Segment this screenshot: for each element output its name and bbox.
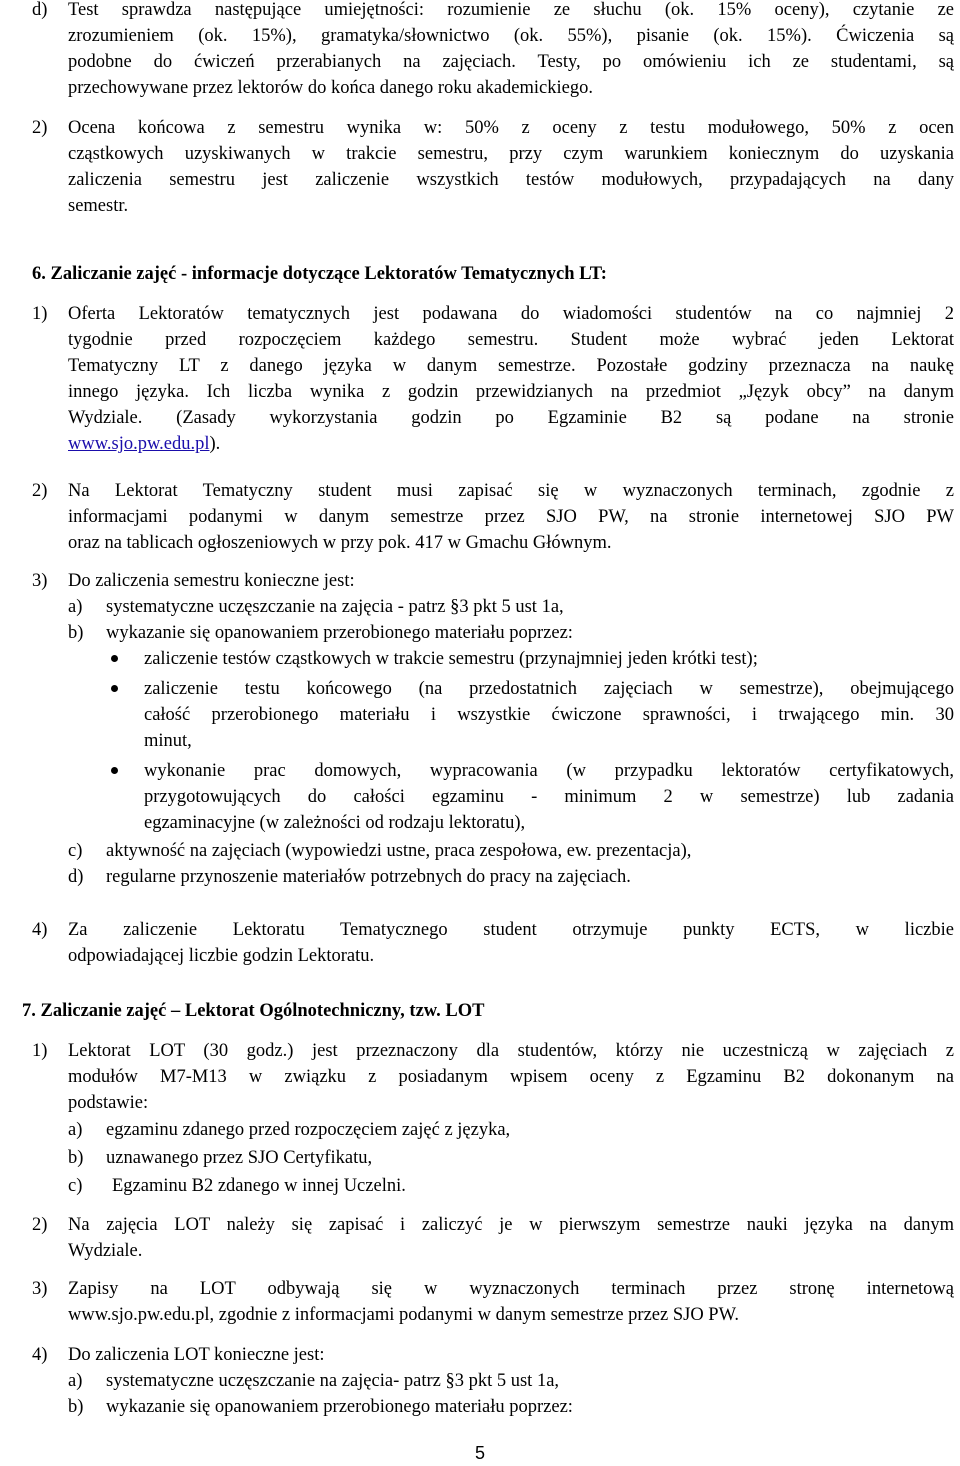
text-line: egzaminacyjne (w zależności od rodzaju lektoratu), [144, 813, 526, 833]
list-marker: a) [68, 597, 83, 617]
page-number: 5 [474, 1443, 485, 1463]
text-line: przechowywane przez lektorów do końca danego roku akademickiego. [68, 78, 593, 98]
text-line: zrozumieniem (ok. 15%), gramatyka/słownictwo (ok. 55%), pisanie (ok. 15%). Ćwiczenia są [68, 26, 954, 46]
bullet-icon [111, 655, 118, 662]
list-marker: b) [68, 623, 84, 643]
text-line: innego języka. Ich liczba wynika z godzin przewidzianych na przedmiot „Język obcy” na danym [68, 382, 954, 402]
link-suffix: ). [209, 434, 221, 454]
bullet-icon [111, 767, 118, 774]
text-line: Za zaliczenie Lektoratu Tematycznego student otrzymuje punkty ECTS, w liczbie [68, 920, 954, 940]
text-line: Wydziale. (Zasady wykorzystania godzin po Egzaminie B2 są podane na stronie [68, 408, 954, 428]
list-marker: 1) [32, 1041, 48, 1061]
text-line: zaliczenie testów cząstkowych w trakcie semestru (przynajmniej jeden krótki test); [144, 649, 758, 669]
list-marker: 4) [32, 1345, 48, 1365]
list-marker: a) [68, 1371, 83, 1391]
text-line: podstawie: [68, 1093, 149, 1113]
text-line: Do zaliczenia LOT konieczne jest: [68, 1345, 325, 1365]
text-line: informacjami podanymi w danym semestrze przez SJO PW, na stronie internetowej SJO PW [68, 507, 954, 527]
list-marker: a) [68, 1120, 83, 1140]
list-marker: 2) [32, 1215, 48, 1235]
list-marker: 1) [32, 304, 48, 324]
text-line: systematyczne uczęszczanie na zajęcia- patrz §3 pkt 5 ust 1a, [106, 1371, 560, 1391]
list-marker: d) [68, 867, 84, 887]
text-line: Ocena końcowa z semestru wynika w: 50% z oceny z testu modułowego, 50% z ocen [68, 118, 954, 138]
text-line: Test sprawdza następujące umiejętności: rozumienie ze słuchu (ok. 15% oceny), czytanie ze [68, 0, 954, 20]
list-marker: 2) [32, 481, 48, 501]
text-line: minut, [144, 731, 192, 751]
section-7-heading: 7. Zaliczanie zajęć – Lektorat Ogólnotechniczny, tzw. LOT [22, 1001, 485, 1021]
text-line: wykazanie się opanowaniem przerobionego materiału poprzez: [106, 623, 573, 643]
text-line: oraz na tablicach ogłoszeniowych w przy pok. 417 w Gmachu Głównym. [68, 533, 612, 553]
text-line: Egzaminu B2 zdanego w innej Uczelni. [112, 1176, 406, 1196]
list-marker: 4) [32, 920, 48, 940]
text-line: www.sjo.pw.edu.pl, zgodnie z informacjami podanymi w danym semestrze przez SJO PW. [68, 1305, 739, 1325]
text-line: wykazanie się opanowaniem przerobionego materiału poprzez: [106, 1397, 573, 1417]
text-line: aktywność na zajęciach (wypowiedzi ustne, praca zespołowa, ew. prezentacja), [106, 841, 692, 861]
text-line: systematyczne uczęszczanie na zajęcia - patrz §3 pkt 5 ust 1a, [106, 597, 564, 617]
text-line: Zapisy na LOT odbywają się w wyznaczonych terminach przez stronę internetową [68, 1279, 954, 1299]
list-marker: c) [68, 1176, 83, 1196]
text-line: zaliczenia semestru jest zaliczenie wszystkich testów modułowych, przypadających na dany [68, 170, 954, 190]
text-line: tygodnie przed rozpoczęciem każdego semestru. Student może wybrać jeden Lektorat [68, 330, 954, 350]
text-line: podobne do ćwiczeń przerabianych na zajęciach. Testy, po omówieniu ich ze studentami, są [68, 52, 954, 72]
text-line: Na Lektorat Tematyczny student musi zapisać się w wyznaczonych terminach, zgodnie z [68, 481, 954, 501]
text-line: zaliczenie testu końcowego (na przedostatnich zajęciach w semestrze), obejmującego [144, 679, 954, 699]
text-line: uznawanego przez SJO Certyfikatu, [106, 1148, 373, 1168]
section-6-heading: 6. Zaliczanie zajęć - informacje dotyczące Lektoratów Tematycznych LT: [32, 264, 607, 284]
text-line: wykonanie prac domowych, wypracowania (w przypadku lektoratów certyfikatowych, [144, 761, 954, 781]
text-line: Lektorat LOT (30 godz.) jest przeznaczony dla studentów, którzy nie uczestniczą w zajęciach z [68, 1041, 954, 1061]
list-marker: 2) [32, 118, 48, 138]
text-line: egzaminu zdanego przed rozpoczęciem zajęć z języka, [106, 1120, 511, 1140]
text-line: Tematyczny LT z danego języka w danym semestrze. Pozostałe godziny przeznacza na naukę [68, 356, 954, 376]
list-marker: b) [68, 1148, 84, 1168]
list-marker: b) [68, 1397, 84, 1417]
text-line: cząstkowych uzyskiwanych w trakcie semestru, przy czym warunkiem koniecznym do uzyskania [68, 144, 954, 164]
list-marker: c) [68, 841, 83, 861]
text-line: przygotowujących do całości egzaminu - minimum 2 w semestrze) lub zadania [144, 787, 954, 807]
text-line: semestr. [68, 196, 129, 216]
list-marker: 3) [32, 1279, 48, 1299]
text-line: Do zaliczenia semestru konieczne jest: [68, 571, 355, 591]
list-marker: 3) [32, 571, 48, 591]
text-line: Na zajęcia LOT należy się zapisać i zaliczyć je w pierwszym semestrze nauki języka na danym [68, 1215, 954, 1235]
text-line: całość przerobionego materiału i wszystkie ćwiczone sprawności, i trwającego min. 30 [144, 705, 954, 725]
sjo-website-link[interactable]: www.sjo.pw.edu.pl [68, 434, 210, 454]
text-line [68, 431, 220, 457]
bullet-icon [111, 685, 118, 692]
text-line: modułów M7-M13 w związku z posiadanym wpisem oceny z Egzaminu B2 dokonanym na [68, 1067, 954, 1087]
text-line: odpowiadającej liczbie godzin Lektoratu. [68, 946, 375, 966]
text-line: Wydziale. [68, 1241, 143, 1261]
list-marker: d) [32, 0, 48, 20]
text-line: regularne przynoszenie materiałów potrzebnych do pracy na zajęciach. [106, 867, 631, 887]
text-line: Oferta Lektoratów tematycznych jest podawana do wiadomości studentów na co najmniej 2 [68, 304, 954, 324]
